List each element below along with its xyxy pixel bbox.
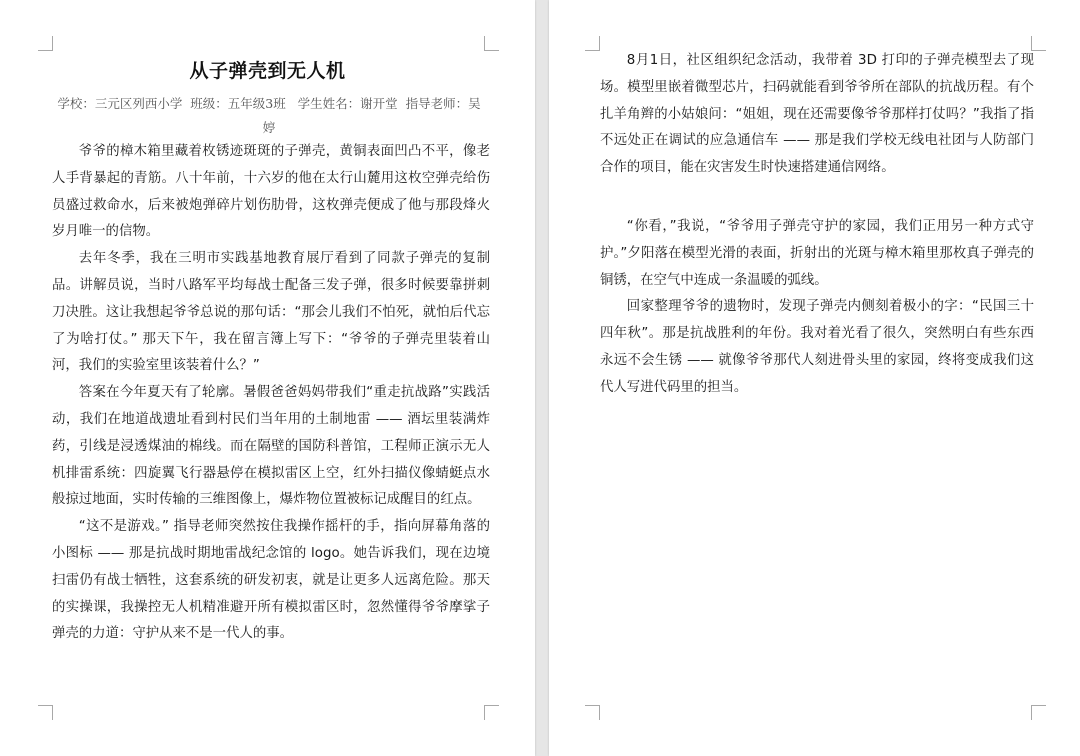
margin-corner-mark xyxy=(38,705,53,720)
margin-corner-mark xyxy=(1031,705,1046,720)
right-page-body xyxy=(600,48,1034,402)
author-info: 学校：三元区列西小学 班级：五年级3班 学生姓名：谢开堂 指导老师：吴婷 xyxy=(57,96,481,135)
margin-corner-mark xyxy=(38,36,53,51)
paragraph: 8月1日，社区组织纪念活动，我带着 3D 打印的子弹壳模型去了现场。模型里嵌着微型芯片，扫码就能看到爷爷所在部队的抗战历程。有个扎羊角辫的小姑娘问：“姐姐，现在还需要像爷爷那样打仗吗？”我指了指不远处正在调试的应急通信车 —— 那是我们学校无线电社团与人防部门合作的项目，能在灾害发生时快速搭建通信网络。 xyxy=(600,53,1034,176)
paragraph: 回家整理爷爷的遗物时，发现子弹壳内侧刻着极小的字：“民国三十四年秋”。那是抗战胜利的年份。我对着光看了很久，突然明白有些东西永远不会生锈 —— 就像爷爷那代人刻进骨头里的家园，终将变成我们这代人写进代码里的担当。 xyxy=(600,299,1034,395)
margin-corner-mark xyxy=(484,705,499,720)
paragraph-spacing xyxy=(600,182,1034,214)
paragraph: “这不是游戏。” 指导老师突然按住我操作摇杆的手，指向屏幕角落的小图标 —— 那是抗战时期地雷战纪念馆的 logo。她告诉我们，现在边境扫雷仍有战士牺牲，这套系统的研发初衷，就是让更多人远离危险。那天的实操课，我操控无人机精准避开所有模拟雷区时，忽然懂得爷爷摩挲子弹壳的力道：守护从来不是一代人的事。 xyxy=(52,519,490,642)
paragraph: 去年冬季，我在三明市实践基地教育展厅看到了同款子弹壳的复制品。讲解员说，当时八路军平均每战士配备三发子弹，很多时候要靠拼刺刀决胜。这让我想起爷爷总说的那句话：“那会儿我们不怕死，就怕后代忘了为啥打仗。” 那天下午，我在留言簿上写下：“爷爷的子弹壳里装着山河，我们的实验室里该装着什么？” xyxy=(52,251,490,374)
margin-corner-mark xyxy=(484,36,499,51)
paragraph: 答案在今年夏天有了轮廓。暑假爸爸妈妈带我们“重走抗战路”实践活动，我们在地道战遗址看到村民们当年用的土制地雷 —— 酒坛里装满炸药，引线是浸透煤油的棉线。而在隔壁的国防科普馆，工程师正演示无人机排雷系统：四旋翼飞行器悬停在模拟雷区上空，红外扫描仪像蜻蜓点水般掠过地面，实时传输的三维图像上，爆炸物位置被标记成醒目的红点。 xyxy=(52,385,490,508)
paragraph: “你看，”我说，“爷爷用子弹壳守护的家园，我们正用另一种方式守护。”夕阳落在模型光滑的表面，折射出的光斑与樟木箱里那枚真子弹壳的铜锈，在空气中连成一条温暖的弧线。 xyxy=(600,218,1034,288)
margin-corner-mark xyxy=(585,36,600,51)
paragraph: 爷爷的樟木箱里藏着枚锈迹斑斑的子弹壳，黄铜表面凹凸不平，像老人手背暴起的青筋。八十年前，十六岁的他在太行山麓用这枚空弹壳给伤员盛过救命水，后来被炮弹碎片划伤肋骨，这枚弹壳便成了他与那段烽火岁月唯一的信物。 xyxy=(52,144,490,240)
left-page-body xyxy=(52,139,490,648)
margin-corner-mark xyxy=(585,705,600,720)
document-title: 从子弹壳到无人机 xyxy=(189,60,346,82)
